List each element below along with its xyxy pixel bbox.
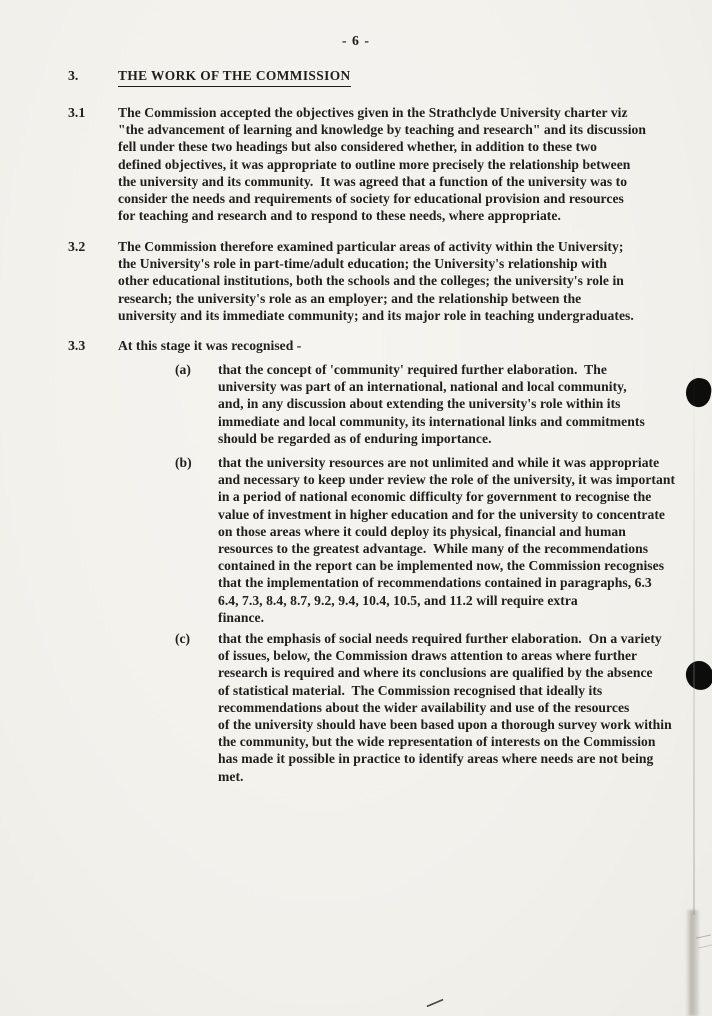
text-line: that the emphasis of social needs required further elaboration. On a variety <box>218 631 662 646</box>
paragraph-body <box>118 337 301 354</box>
ink-blot-mark <box>685 660 712 692</box>
subitem-body <box>218 361 645 447</box>
text-line: "the advancement of learning and knowledge by teaching and research" and its discussion <box>118 122 647 138</box>
text-line: 6.4, 7.3, 8.4, 8.7, 9.2, 9.4, 10.4, 10.5, and 11.2 will require extra <box>218 592 578 608</box>
faint-margin-scribble <box>696 935 712 949</box>
subitem-body <box>218 630 672 785</box>
section-heading <box>0 68 712 90</box>
paragraph-body <box>118 238 634 324</box>
subitem-label: (c) <box>175 631 191 646</box>
text-line: recommendations about the wider availability and use of the resources <box>218 699 630 715</box>
text-line: that the implementation of recommendations contained in paragraphs, 6.3 <box>218 575 652 591</box>
text-line: of the university should have been based upon a thorough survey work within <box>218 717 672 733</box>
text-line: university was part of an international, national and local community, <box>218 379 627 395</box>
pencil-check-mark <box>426 999 443 1008</box>
text-line: university and its immediate community; and its major role in teaching undergraduates. <box>118 307 634 323</box>
text-line: finance. <box>218 609 265 625</box>
text-line: research; the university's role as an employer; and the relationship between the <box>118 290 582 306</box>
paragraph-number: 3.3 <box>68 338 86 353</box>
text-line: consider the needs and requirements of society for educational provision and resources <box>118 191 624 207</box>
text-line: the University's role in part-time/adult education; the University's relationship with <box>118 256 608 272</box>
text-line: immediate and local community, its international links and commitments <box>218 413 645 429</box>
text-line: for teaching and research and to respond to these needs, where appropriate. <box>118 208 561 224</box>
text-line: other educational institutions, both the schools and the colleges; the university's role in <box>118 273 624 289</box>
page-number: - 6 - <box>342 33 370 48</box>
text-line: of issues, below, the Commission draws attention to areas where further <box>218 648 638 664</box>
text-line: that the university resources are not unlimited and while it was appropriate <box>218 455 660 470</box>
text-line: and necessary to keep under review the role of the university, it was important <box>218 472 676 488</box>
text-line: The Commission accepted the objectives given in the Strathclyde University charter viz <box>118 105 628 120</box>
subitem-label: (a) <box>175 362 191 377</box>
text-line: contained in the report can be implemented now, the Commission recognises <box>218 558 665 574</box>
text-line: has made it possible in practice to identify areas where needs are not being <box>218 751 654 767</box>
paragraph-number: 3.1 <box>68 105 86 120</box>
text-line: on those areas where it could deploy its physical, financial and human <box>218 523 626 539</box>
paragraph-number: 3.2 <box>68 239 86 254</box>
scan-edge-smudge <box>686 910 699 1016</box>
text-line: that the concept of 'community' required further elaboration. The <box>218 362 607 377</box>
paragraph-body <box>118 104 646 224</box>
text-line: The Commission therefore examined particular areas of activity within the University; <box>118 239 624 254</box>
text-line: defined objectives, it was appropriate to outline more precisely the relationship between <box>118 156 631 172</box>
text-line: the community, but the wide representation of interests on the Commission <box>218 734 656 750</box>
ink-blot-mark <box>684 376 712 409</box>
text-line: resources to the greatest advantage. While many of the recommendations <box>218 541 649 557</box>
text-line: of statistical material. The Commission recognised that ideally its <box>218 682 603 698</box>
subitem-label: (b) <box>175 455 192 470</box>
section-heading-title: THE WORK OF THE COMMISSION <box>118 68 351 87</box>
scan-edge-artifact <box>693 350 695 915</box>
text-line: in a period of national economic difficulty for government to recognise the <box>218 489 652 505</box>
text-line: fell under these two headings but also considered whether, in addition to these two <box>118 139 597 155</box>
text-line: value of investment in higher education and for the university to concentrate <box>218 506 666 522</box>
text-line: research is required and where its conclusions are qualified by the absence <box>218 665 653 681</box>
section-heading-number: 3. <box>68 68 79 83</box>
text-line: the university and its community. It was agreed that a function of the university was to <box>118 173 628 189</box>
text-line: should be regarded as of enduring importance. <box>218 430 492 446</box>
text-line: At this stage it was recognised - <box>118 338 302 353</box>
text-line: met. <box>218 768 244 784</box>
subitem-body <box>218 454 675 626</box>
text-line: and, in any discussion about extending the university's role within its <box>218 396 621 412</box>
